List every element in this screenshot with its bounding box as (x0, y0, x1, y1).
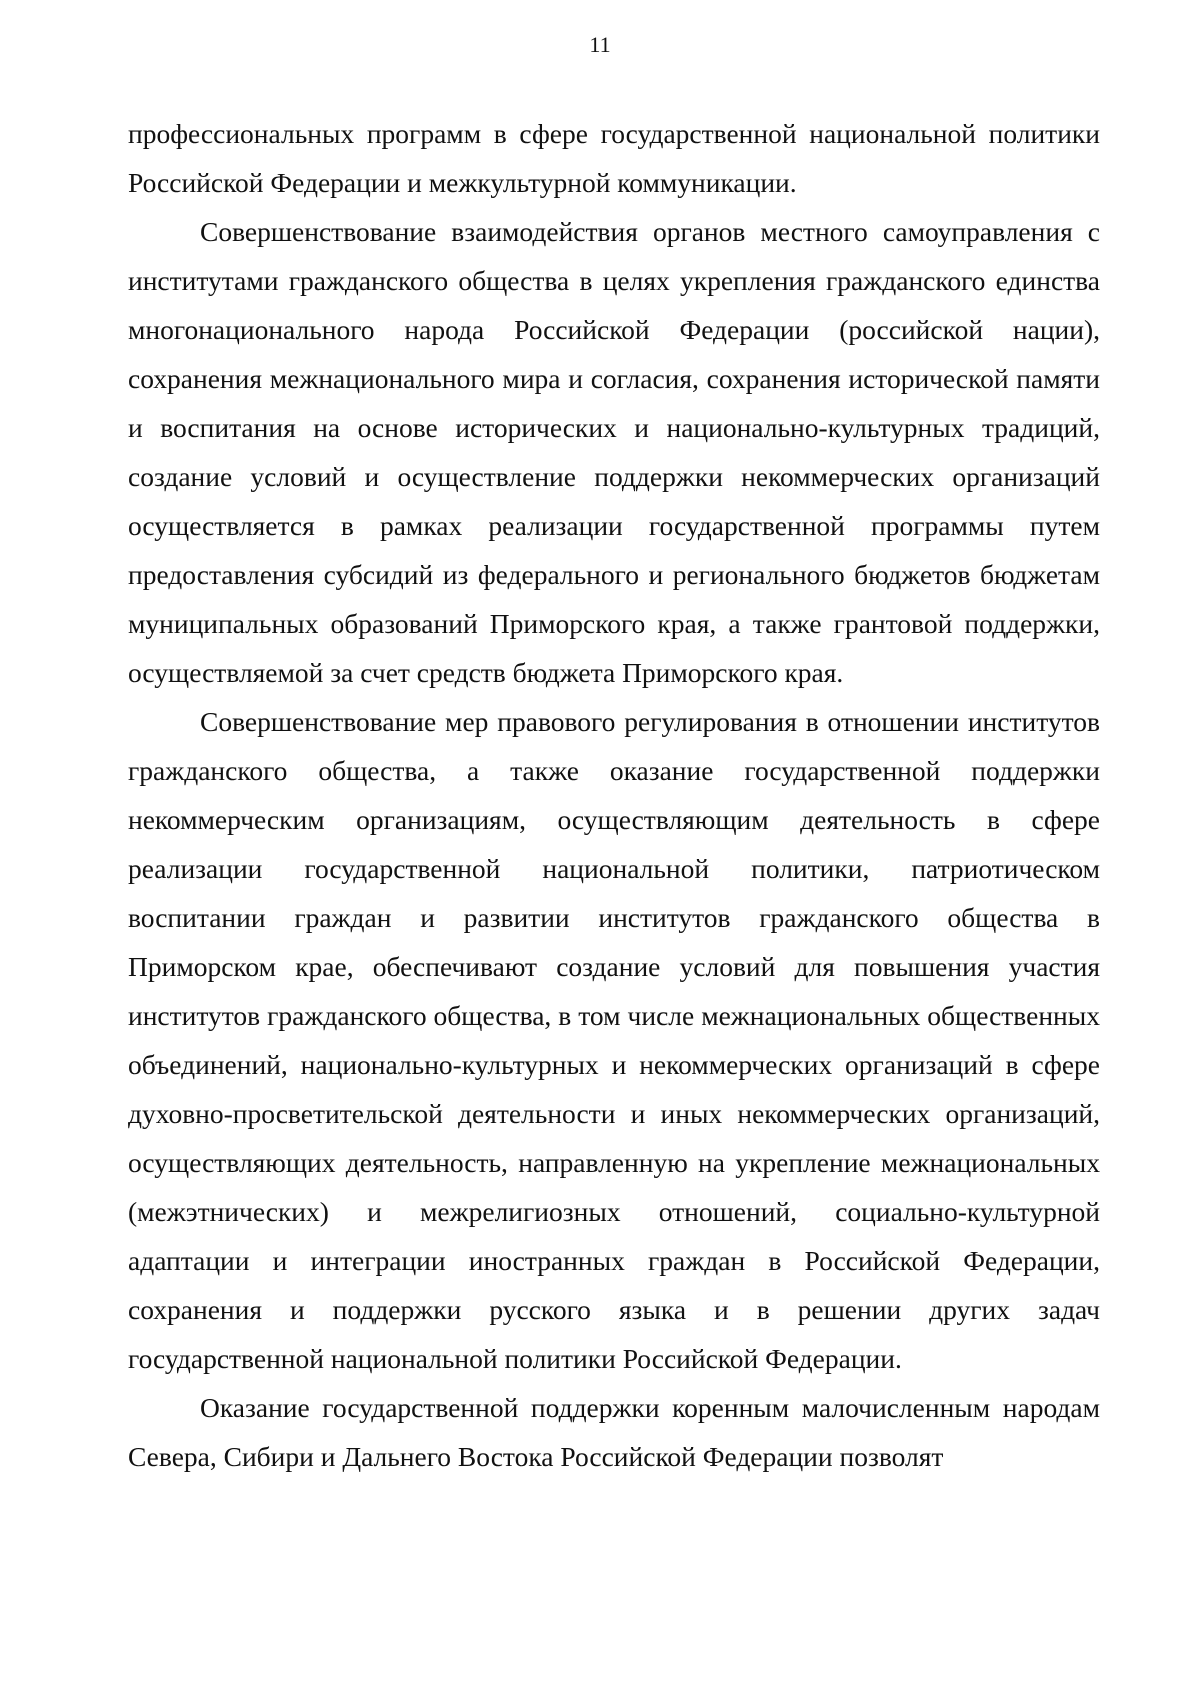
paragraph-continuation: профессиональных программ в сфере государственной национальной политики Российской Федерации и межкультурной коммуникации. (128, 118, 1100, 198)
paragraph-legal-regulation: Совершенствование мер правового регулирования в отношении институтов гражданского общества, а также оказание государственной поддержки некоммерческим организациям, осуществляющим деятельность в сфере реализации государственной национальной политики, патриотическом воспитании граждан и развитии институтов гражданского общества в Приморском крае, обеспечивают создание условий для повышения участия институтов гражданского общества, в том числе межнациональных общественных объединений, национально-культурных и некоммерческих организаций в сфере духовно-просветительской деятельности и иных некоммерческих организаций, осуществляющих деятельность, направленную на укрепление межнациональных (межэтнических) и межрелигиозных отношений, социально-культурной адаптации и интеграции иностранных граждан в Российской Федерации, сохранения и поддержки русского языка и в решении других задач государственной национальной политики Российской Федерации. (128, 706, 1100, 1374)
paragraph-indigenous-support: Оказание государственной поддержки коренным малочисленным народам Севера, Сибири и Дальнего Востока Российской Федерации позволят (128, 1392, 1100, 1472)
page-number: 11 (589, 32, 611, 57)
paragraph-local-government: Совершенствование взаимодействия органов местного самоуправления с институтами гражданского общества в целях укрепления гражданского единства многонационального народа Российской Федерации (российской нации), сохранения межнационального мира и согласия, сохранения исторической памяти и воспитания на основе исторических и национально-культурных традиций, создание условий и осуществление поддержки некоммерческих организаций осуществляется в рамках реализации государственной программы путем предоставления субсидий из федерального и регионального бюджетов бюджетам муниципальных образований Приморского края, а также грантовой поддержки, осуществляемой за счет средств бюджета Приморского края. (128, 216, 1100, 688)
document-body (128, 109, 1100, 1481)
